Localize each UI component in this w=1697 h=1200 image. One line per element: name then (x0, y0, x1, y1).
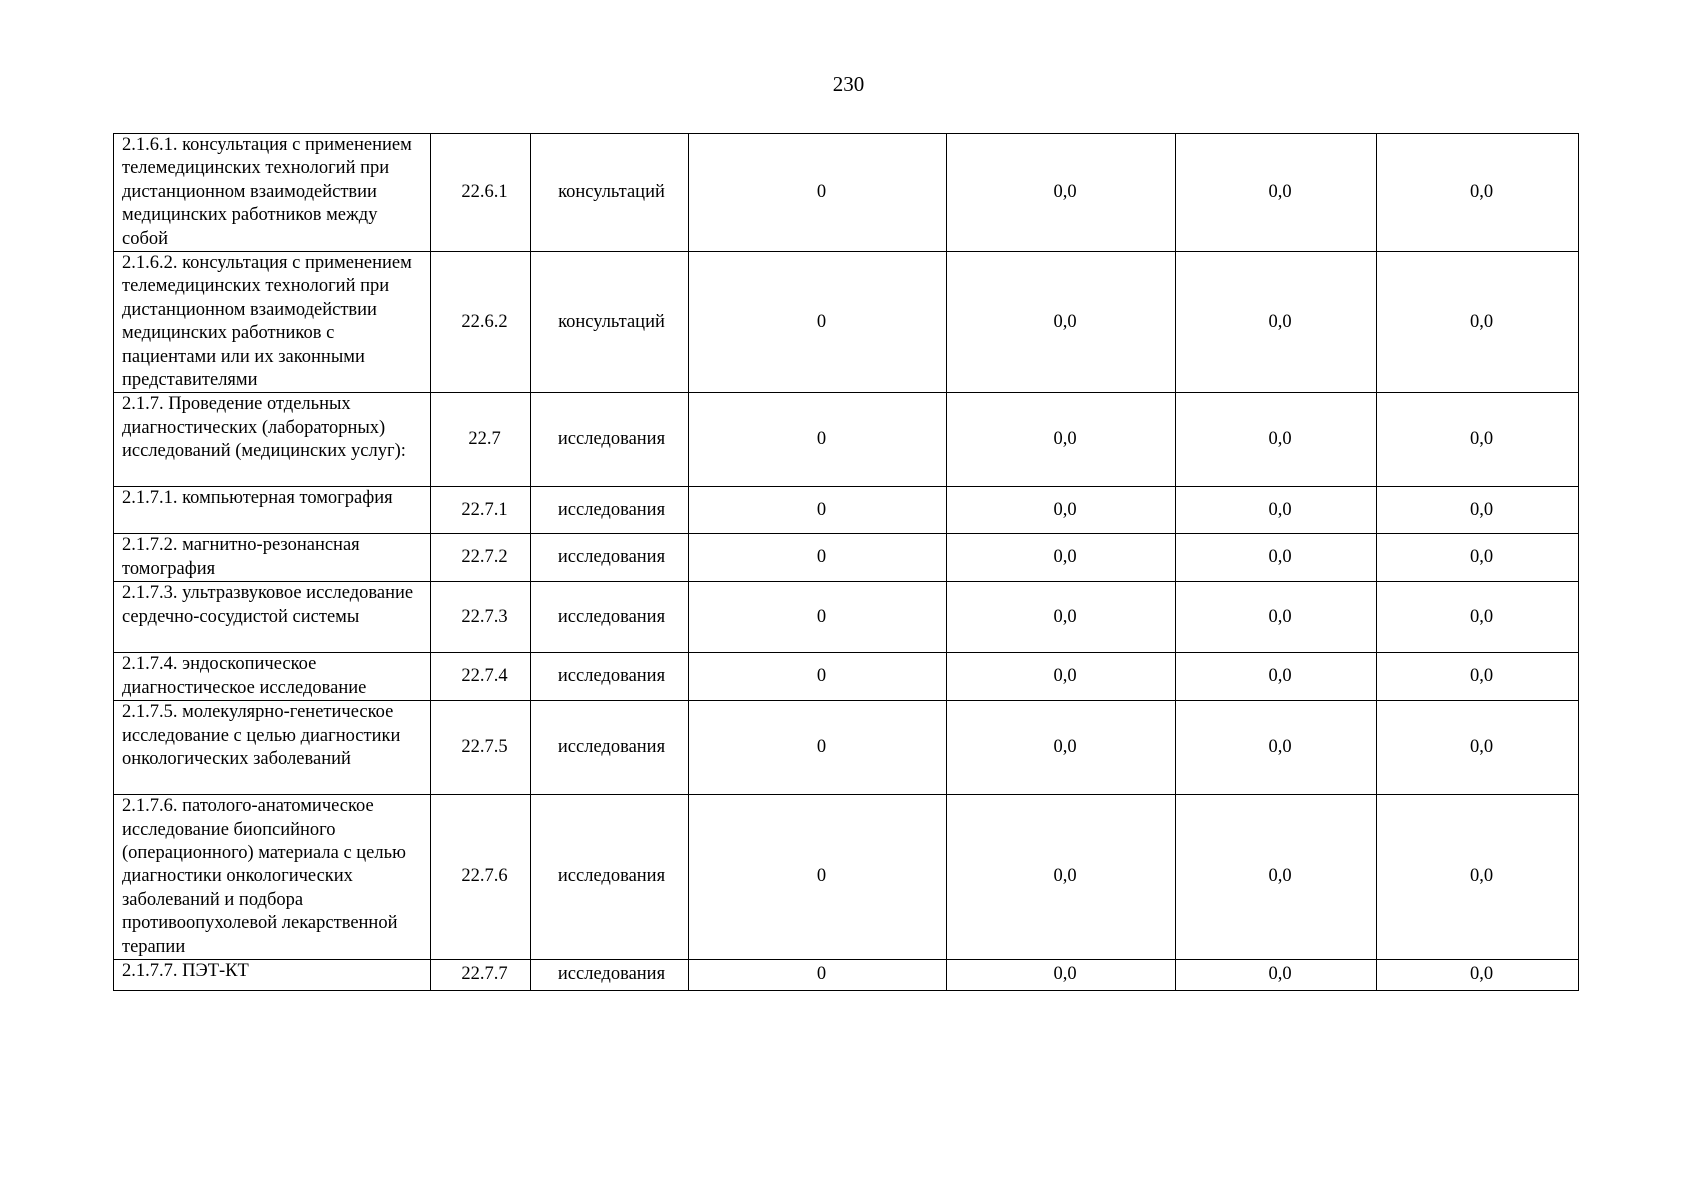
row-name: 2.1.7.7. ПЭТ-КТ (114, 959, 431, 990)
row-name: 2.1.7.2. магнитно-резонансная томография (114, 534, 431, 582)
row-unit: исследования (531, 582, 689, 653)
row-unit: исследования (531, 653, 689, 701)
row-name: 2.1.7.3. ультразвуковое исследование сердечно-сосудистой системы (114, 582, 431, 653)
row-value: 0,0 (947, 795, 1176, 960)
table-row (114, 959, 1579, 990)
data-table (113, 133, 1579, 991)
row-value: 0,0 (947, 393, 1176, 487)
row-value: 0,0 (1176, 653, 1377, 701)
row-unit: исследования (531, 795, 689, 960)
row-value: 0,0 (947, 653, 1176, 701)
row-name: 2.1.6.2. консультация с применением телемедицинских технологий при дистанционном взаимодействии медицинских работников с пациентами или их законными представителями (114, 252, 431, 393)
row-value: 0 (689, 487, 947, 534)
row-value: 0,0 (1377, 959, 1579, 990)
row-value: 0,0 (947, 134, 1176, 252)
row-value: 0,0 (1176, 701, 1377, 795)
row-value: 0,0 (1377, 134, 1579, 252)
row-code: 22.7.3 (431, 582, 531, 653)
table-row (114, 134, 1579, 252)
row-code: 22.7.6 (431, 795, 531, 960)
row-name: 2.1.7. Проведение отдельных диагностических (лабораторных) исследований (медицинских услуг): (114, 393, 431, 487)
row-unit: консультаций (531, 134, 689, 252)
table-row (114, 795, 1579, 960)
row-name: 2.1.6.1. консультация с применением телемедицинских технологий при дистанционном взаимодействии медицинских работников между собой (114, 134, 431, 252)
row-code: 22.7.5 (431, 701, 531, 795)
row-value: 0,0 (1377, 252, 1579, 393)
row-value: 0,0 (947, 701, 1176, 795)
row-code: 22.7.2 (431, 534, 531, 582)
row-value: 0 (689, 653, 947, 701)
row-value: 0,0 (1377, 653, 1579, 701)
table-row (114, 653, 1579, 701)
row-value: 0,0 (1176, 795, 1377, 960)
row-unit: исследования (531, 959, 689, 990)
row-code: 22.7.7 (431, 959, 531, 990)
row-value: 0 (689, 252, 947, 393)
row-name: 2.1.7.5. молекулярно-генетическое исследование с целью диагностики онкологических заболеваний (114, 701, 431, 795)
row-value: 0,0 (947, 534, 1176, 582)
table-row (114, 487, 1579, 534)
row-value: 0,0 (1176, 487, 1377, 534)
row-value: 0,0 (947, 959, 1176, 990)
row-value: 0,0 (1176, 252, 1377, 393)
table-row (114, 252, 1579, 393)
row-value: 0,0 (1377, 487, 1579, 534)
row-value: 0,0 (1377, 393, 1579, 487)
table-row (114, 393, 1579, 487)
row-name: 2.1.7.6. патолого-анатомическое исследование биопсийного (операционного) материала с целью диагностики онкологических заболеваний и подбора противоопухолевой лекарственной терапии (114, 795, 431, 960)
row-value: 0,0 (1377, 701, 1579, 795)
row-value: 0,0 (1176, 393, 1377, 487)
row-code: 22.6.1 (431, 134, 531, 252)
row-name: 2.1.7.1. компьютерная томография (114, 487, 431, 534)
row-value: 0 (689, 393, 947, 487)
row-value: 0,0 (1176, 959, 1377, 990)
row-value: 0 (689, 134, 947, 252)
row-unit: исследования (531, 393, 689, 487)
row-value: 0 (689, 582, 947, 653)
row-value: 0,0 (1176, 582, 1377, 653)
row-value: 0,0 (1176, 534, 1377, 582)
row-value: 0,0 (1377, 795, 1579, 960)
row-value: 0 (689, 534, 947, 582)
row-code: 22.7 (431, 393, 531, 487)
row-code: 22.6.2 (431, 252, 531, 393)
row-value: 0,0 (947, 487, 1176, 534)
row-value: 0 (689, 959, 947, 990)
row-unit: исследования (531, 487, 689, 534)
row-code: 22.7.1 (431, 487, 531, 534)
row-value: 0,0 (947, 252, 1176, 393)
table-row (114, 701, 1579, 795)
row-name: 2.1.7.4. эндоскопическое диагностическое исследование (114, 653, 431, 701)
row-value: 0,0 (1377, 534, 1579, 582)
row-unit: консультаций (531, 252, 689, 393)
row-code: 22.7.4 (431, 653, 531, 701)
page-number: 230 (832, 72, 865, 96)
table-row (114, 582, 1579, 653)
row-value: 0 (689, 795, 947, 960)
row-unit: исследования (531, 534, 689, 582)
row-value: 0,0 (1377, 582, 1579, 653)
row-value: 0,0 (1176, 134, 1377, 252)
row-value: 0 (689, 701, 947, 795)
row-value: 0,0 (947, 582, 1176, 653)
row-unit: исследования (531, 701, 689, 795)
table-row (114, 534, 1579, 582)
